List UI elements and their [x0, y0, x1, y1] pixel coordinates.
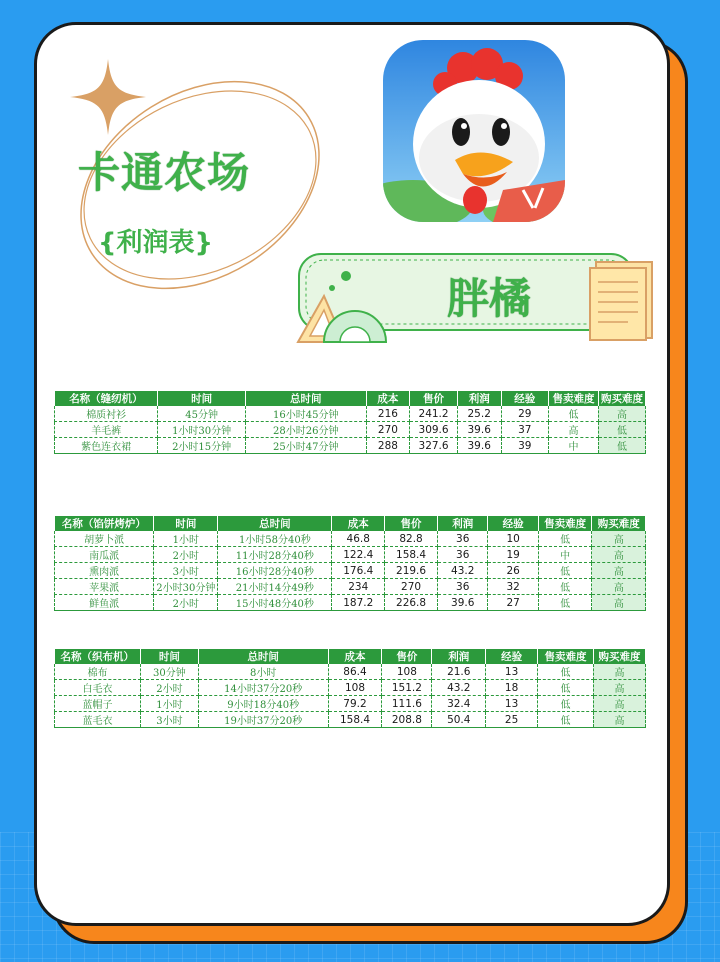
table-cell: 蓝帽子: [55, 696, 141, 712]
table-cell: 高: [593, 680, 645, 696]
table-cell: 羊毛裤: [55, 422, 158, 438]
table-cell: 32.4: [432, 696, 486, 712]
sewing-machine-table: [54, 391, 646, 454]
table-cell: 1小时: [154, 531, 218, 547]
table-cell: 胡萝卜派: [55, 531, 154, 547]
table-cell: 13: [486, 664, 538, 680]
column-header: 售卖难度: [549, 391, 599, 406]
table-cell: 21.6: [432, 664, 486, 680]
table-header-row: [55, 649, 646, 664]
table-cell: 低: [598, 422, 645, 438]
column-header: 购买难度: [593, 649, 645, 664]
column-header: 经验: [488, 516, 538, 531]
column-header: 利润: [437, 516, 488, 531]
column-header: 成本: [366, 391, 410, 406]
table-cell: 高: [592, 595, 646, 611]
table-row: [55, 680, 646, 696]
table-cell: 25: [486, 712, 538, 728]
table-cell: 苹果派: [55, 579, 154, 595]
table-cell: 低: [538, 696, 594, 712]
table-cell: 中: [549, 438, 599, 454]
table-cell: 158.4: [385, 547, 438, 563]
table-cell: 高: [592, 547, 646, 563]
table-cell: 29: [501, 406, 548, 422]
table-cell: 10: [488, 531, 538, 547]
table-cell: 226.8: [385, 595, 438, 611]
table-cell: 低: [538, 579, 592, 595]
column-header: 售卖难度: [538, 516, 592, 531]
table-row: [55, 579, 646, 595]
table-cell: 43.2: [437, 563, 488, 579]
table-cell: 270: [366, 422, 410, 438]
column-header: 购买难度: [592, 516, 646, 531]
triangle-ruler-icon: [294, 270, 394, 346]
column-header: 名称（馅饼烤炉）: [55, 516, 154, 531]
table-cell: 86.4: [328, 664, 382, 680]
column-header: 利润: [432, 649, 486, 664]
column-header: 名称（织布机）: [55, 649, 141, 664]
table-header-row: [55, 516, 646, 531]
table-cell: 高: [592, 531, 646, 547]
column-header: 时间: [154, 516, 218, 531]
column-header: 成本: [332, 516, 385, 531]
table-cell: 低: [538, 563, 592, 579]
table-cell: 高: [593, 712, 645, 728]
table-cell: 27: [488, 595, 538, 611]
table-cell: 3小时: [140, 712, 198, 728]
table-cell: 151.2: [382, 680, 432, 696]
document-icon: [588, 258, 654, 342]
table-cell: 1小时30分钟: [158, 422, 245, 438]
table-cell: 36: [437, 579, 488, 595]
table-cell: 36: [437, 531, 488, 547]
table-cell: 低: [538, 664, 594, 680]
table-row: [55, 438, 646, 454]
table-row: [55, 595, 646, 611]
table-cell: 43.2: [432, 680, 486, 696]
table-cell: 270: [385, 579, 438, 595]
loom-table: [54, 649, 646, 728]
rooster-app-icon: [383, 40, 565, 222]
table-cell: 28小时26分钟: [245, 422, 366, 438]
table-cell: 3小时: [154, 563, 218, 579]
column-header: 购买难度: [598, 391, 645, 406]
table-cell: 39.6: [457, 422, 501, 438]
table-cell: 111.6: [382, 696, 432, 712]
table-row: [55, 406, 646, 422]
table-cell: 11小时28分40秒: [218, 547, 332, 563]
table-cell: 32: [488, 579, 538, 595]
column-header: 利润: [457, 391, 501, 406]
table-cell: 高: [593, 664, 645, 680]
column-header: 售价: [410, 391, 458, 406]
page-subtitle: {利润表}: [98, 228, 214, 258]
table-cell: 82.8: [385, 531, 438, 547]
table-cell: 50.4: [432, 712, 486, 728]
table-cell: 79.2: [328, 696, 382, 712]
table-cell: 208.8: [382, 712, 432, 728]
table-cell: 309.6: [410, 422, 458, 438]
table-row: [55, 696, 646, 712]
table-header-row: [55, 391, 646, 406]
table-cell: 30分钟: [140, 664, 198, 680]
table-cell: 19小时37分20秒: [198, 712, 328, 728]
table-cell: 棉布: [55, 664, 141, 680]
table-cell: 16小时45分钟: [245, 406, 366, 422]
pie-oven-table: [54, 516, 646, 611]
table-cell: 2小时: [140, 680, 198, 696]
table-cell: 2小时: [154, 547, 218, 563]
table-cell: 19: [488, 547, 538, 563]
table-cell: 219.6: [385, 563, 438, 579]
table-cell: 2小时: [154, 595, 218, 611]
column-header: 总时间: [198, 649, 328, 664]
column-header: 售卖难度: [538, 649, 594, 664]
table-cell: 39.6: [457, 438, 501, 454]
table-cell: 1小时: [140, 696, 198, 712]
table-cell: 21小时14分49秒: [218, 579, 332, 595]
author-name: 胖橘: [446, 274, 531, 323]
table-cell: 158.4: [328, 712, 382, 728]
table-cell: 216: [366, 406, 410, 422]
table-cell: 熏肉派: [55, 563, 154, 579]
column-header: 时间: [158, 391, 245, 406]
column-header: 售价: [385, 516, 438, 531]
table-cell: 低: [538, 712, 594, 728]
column-header: 总时间: [218, 516, 332, 531]
table-cell: 蓝毛衣: [55, 712, 141, 728]
table-cell: 低: [538, 531, 592, 547]
column-header: 经验: [501, 391, 548, 406]
table-cell: 2小时15分钟: [158, 438, 245, 454]
table-cell: 低: [538, 595, 592, 611]
table-cell: 234: [332, 579, 385, 595]
table-cell: 高: [598, 406, 645, 422]
table-cell: 108: [328, 680, 382, 696]
table-row: [55, 563, 646, 579]
table-cell: 高: [592, 563, 646, 579]
table-cell: 2小时30分钟: [154, 579, 218, 595]
table-cell: 中: [538, 547, 592, 563]
table-cell: 25小时47分钟: [245, 438, 366, 454]
table-cell: 南瓜派: [55, 547, 154, 563]
table-cell: 9小时18分40秒: [198, 696, 328, 712]
column-header: 总时间: [245, 391, 366, 406]
table-cell: 8小时: [198, 664, 328, 680]
table-cell: 高: [549, 422, 599, 438]
table-cell: 39.6: [437, 595, 488, 611]
column-header: 成本: [328, 649, 382, 664]
table-cell: 45分钟: [158, 406, 245, 422]
column-header: 售价: [382, 649, 432, 664]
table-cell: 327.6: [410, 438, 458, 454]
table-cell: 白毛衣: [55, 680, 141, 696]
column-header: 名称（缝纫机）: [55, 391, 158, 406]
table-cell: 14小时37分20秒: [198, 680, 328, 696]
table-cell: 25.2: [457, 406, 501, 422]
table-row: [55, 531, 646, 547]
table-cell: 16小时28分40秒: [218, 563, 332, 579]
table-cell: 低: [538, 680, 594, 696]
table-cell: 46.8: [332, 531, 385, 547]
table-cell: 鲜鱼派: [55, 595, 154, 611]
table-cell: 187.2: [332, 595, 385, 611]
table-row: [55, 712, 646, 728]
table-cell: 36: [437, 547, 488, 563]
table-cell: 1小时58分40秒: [218, 531, 332, 547]
table-cell: 13: [486, 696, 538, 712]
table-cell: 低: [598, 438, 645, 454]
table-row: [55, 664, 646, 680]
table-cell: 棉质衬衫: [55, 406, 158, 422]
table-cell: 高: [592, 579, 646, 595]
table-cell: 低: [549, 406, 599, 422]
table-cell: 高: [593, 696, 645, 712]
table-cell: 15小时48分40秒: [218, 595, 332, 611]
table-cell: 122.4: [332, 547, 385, 563]
column-header: 经验: [486, 649, 538, 664]
table-row: [55, 547, 646, 563]
table-cell: 37: [501, 422, 548, 438]
table-cell: 紫色连衣裙: [55, 438, 158, 454]
page-title: 卡通农场: [78, 148, 251, 197]
column-header: 时间: [140, 649, 198, 664]
table-cell: 39: [501, 438, 548, 454]
table-cell: 18: [486, 680, 538, 696]
table-row: [55, 422, 646, 438]
table-cell: 241.2: [410, 406, 458, 422]
table-cell: 26: [488, 563, 538, 579]
table-cell: 288: [366, 438, 410, 454]
table-cell: 108: [382, 664, 432, 680]
table-cell: 176.4: [332, 563, 385, 579]
